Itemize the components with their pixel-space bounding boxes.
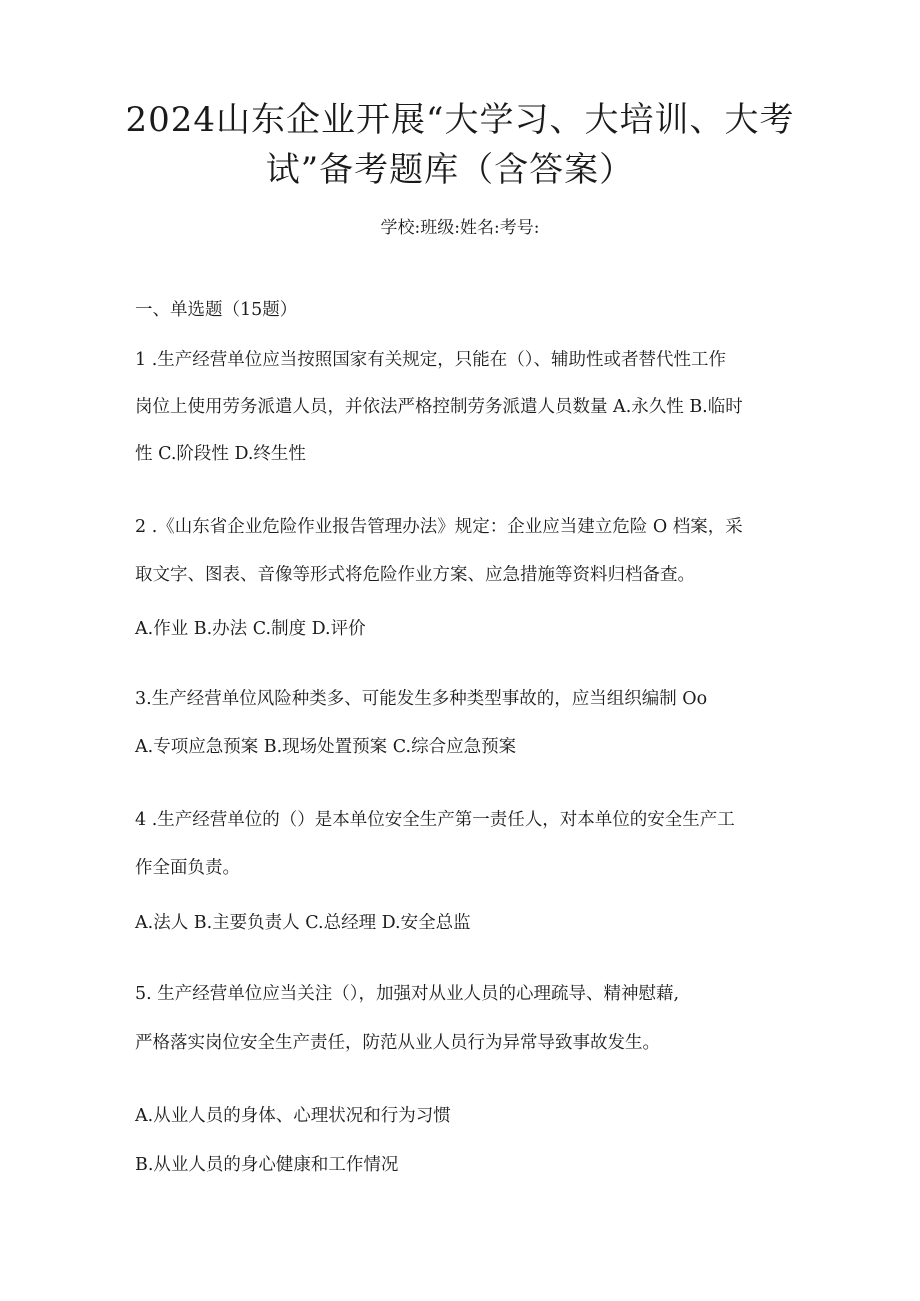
question-2-line-2: 取文字、图表、音像等形式将危险作业方案、应急措施等资料归档备查。 [135, 565, 695, 585]
question-1-line-1: 1 .生产经营单位应当按照国家有关规定，只能在（）、辅助性或者替代性工作 [135, 350, 727, 370]
document-title-line-2: 试”备考题库（含答案） [265, 150, 635, 190]
question-1-line-2: 岗位上使用劳务派遣人员，并依法严格控制劳务派遣人员数量 A.永久性 B.临时 [135, 397, 743, 417]
student-info-line: 学校:班级:姓名:考号: [380, 218, 540, 238]
question-3-line-1: 3.生产经营单位风险种类多、可能发生多种类型事故的，应当组织编制 Oo [135, 689, 708, 709]
question-2-options: A.作业 B.办法 C.制度 D.评价 [135, 619, 366, 639]
question-5-line-1: 5. 生产经营单位应当关注（），加强对从业人员的心理疏导、精神慰藉, [135, 984, 680, 1004]
question-2-line-1: 2 .《山东省企业危险作业报告管理办法》规定：企业应当建立危险 O 档案，采 [135, 517, 743, 537]
question-5-option-b: B.从业人员的身心健康和工作情况 [135, 1155, 399, 1175]
question-4-options: A.法人 B.主要负责人 C.总经理 D.安全总监 [135, 913, 471, 933]
question-4-line-1: 4 .生产经营单位的（）是本单位安全生产第一责任人，对本单位的安全生产工 [135, 810, 735, 830]
question-1-line-3: 性 C.阶段性 D.终生性 [135, 444, 306, 464]
section-heading: 一、单选题（15题） [135, 300, 298, 320]
question-5-option-a: A.从业人员的身体、心理状况和行为习惯 [135, 1106, 451, 1126]
document-title-line-1: 2024山东企业开展“大学习、大培训、大考 [125, 100, 795, 140]
question-5-line-2: 严格落实岗位安全生产责任，防范从业人员行为异常导致事故发生。 [135, 1033, 660, 1053]
question-4-line-2: 作全面负责。 [135, 858, 240, 878]
question-3-options: A.专项应急预案 B.现场处置预案 C.综合应急预案 [135, 737, 517, 757]
